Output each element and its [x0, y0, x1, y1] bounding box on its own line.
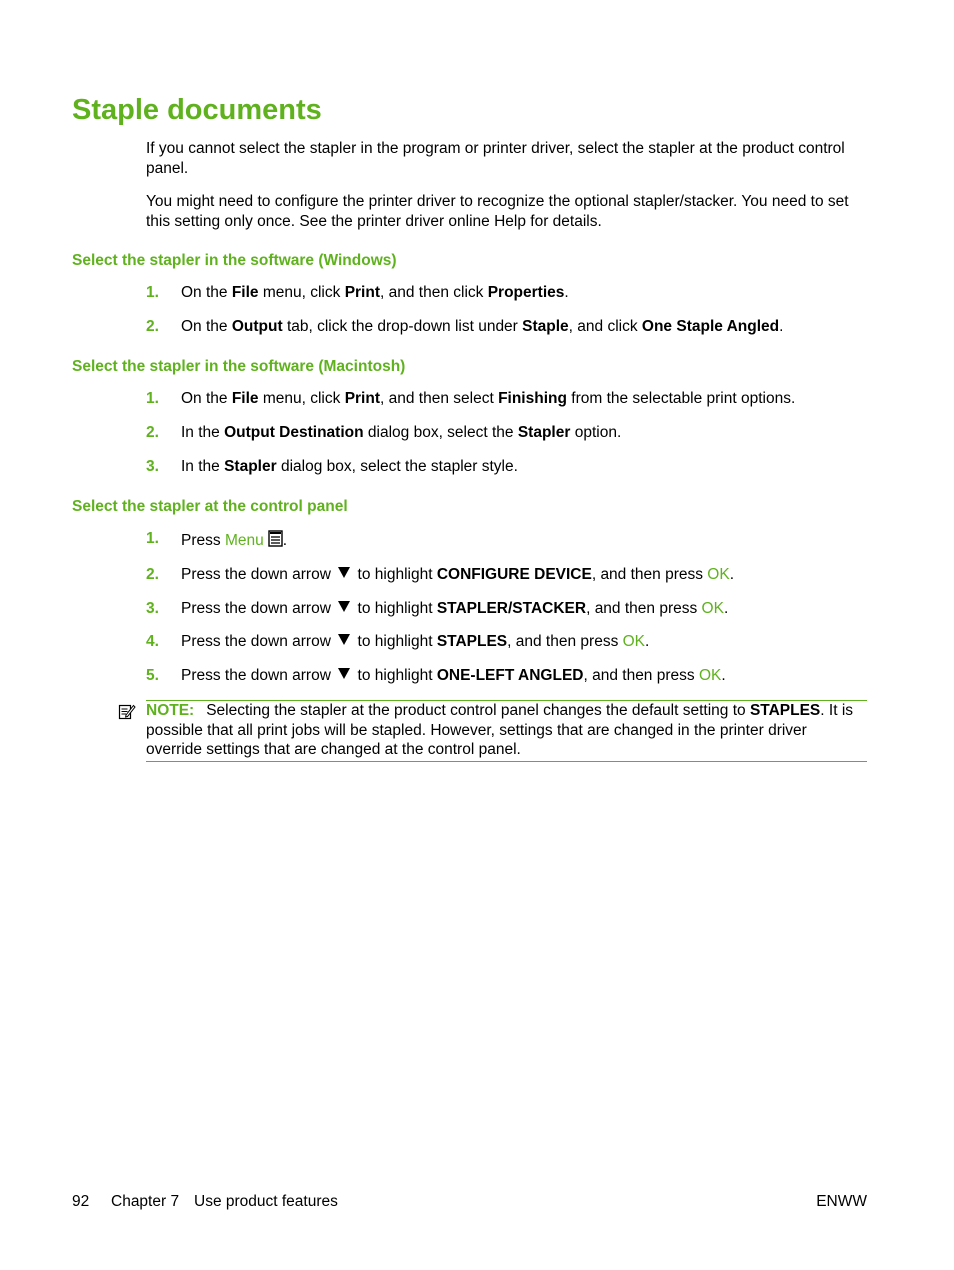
step-text: On the Output tab, click the drop-down list under Staple, and click One Staple Angled. — [181, 318, 784, 335]
step-text: Press the down arrow to highlight STAPLER/STACKER, and then press OK. — [181, 600, 729, 617]
down-arrow-icon — [338, 634, 350, 645]
intro-paragraph-1: If you cannot select the stapler in the program or printer driver, select the stapler at the product control panel. — [146, 140, 845, 177]
step-text: Press the down arrow to highlight STAPLES, and then press OK. — [181, 633, 650, 650]
step-text: Press the down arrow to highlight CONFIGURE DEVICE, and then press OK. — [181, 566, 735, 583]
step-text: Press Menu . — [181, 532, 288, 549]
section-heading-control-panel: Select the stapler at the control panel — [72, 498, 348, 515]
ok-button-label: OK — [701, 600, 724, 617]
ok-button-label: OK — [622, 633, 646, 650]
step-text: On the File menu, click Print, and then click Properties. — [181, 284, 569, 301]
step-number: 1. — [146, 530, 159, 547]
step-number: 2. — [146, 566, 159, 583]
step-text: Press the down arrow to highlight ONE-LEFT ANGLED, and then press OK. — [181, 667, 726, 684]
footer-right-label: ENWW — [816, 1193, 867, 1210]
footer-chapter-title: Use product features — [194, 1193, 338, 1210]
step-number: 3. — [146, 600, 159, 617]
step-number: 1. — [146, 390, 159, 407]
note-box — [146, 700, 867, 762]
menu-icon — [268, 530, 283, 547]
note-icon — [118, 702, 136, 720]
step-number: 2. — [146, 424, 159, 441]
step-number: 4. — [146, 633, 159, 650]
section-heading-macintosh: Select the stapler in the software (Macintosh) — [72, 358, 406, 375]
step-number: 5. — [146, 667, 159, 684]
step-number: 3. — [146, 458, 159, 475]
ok-button-label: OK — [698, 667, 722, 684]
menu-button-label: Menu — [224, 532, 264, 549]
down-arrow-icon — [338, 668, 350, 679]
intro-paragraph-2: You might need to configure the printer driver to recognize the optional stapler/stacker. You need to set this setting only once. See the printer driver online Help for details. — [146, 193, 849, 230]
ok-button-label: OK — [707, 566, 730, 583]
step-text: On the File menu, click Print, and then select Finishing from the selectable print options. — [181, 390, 796, 407]
note-emphasis: STAPLES — [749, 702, 821, 719]
note-text: Selecting the stapler at the product control panel changes the default setting to — [206, 702, 750, 719]
note-label: NOTE: — [146, 702, 195, 719]
step-number: 1. — [146, 284, 159, 301]
step-text: In the Stapler dialog box, select the stapler style. — [181, 458, 518, 475]
down-arrow-icon — [338, 567, 350, 578]
step-text: In the Output Destination dialog box, select the Stapler option. — [181, 424, 622, 441]
note-text-continued: . It is possible that all print jobs will be stapled. However, settings that are changed in the printer driver override settings that are changed at the control panel. — [146, 702, 854, 758]
section-heading-windows: Select the stapler in the software (Windows) — [72, 252, 397, 269]
page-title: Staple documents — [72, 94, 322, 126]
footer-page-number: 92 — [72, 1193, 90, 1210]
step-number: 2. — [146, 318, 159, 335]
footer-chapter: Chapter 7 — [111, 1193, 180, 1210]
down-arrow-icon — [338, 601, 350, 612]
